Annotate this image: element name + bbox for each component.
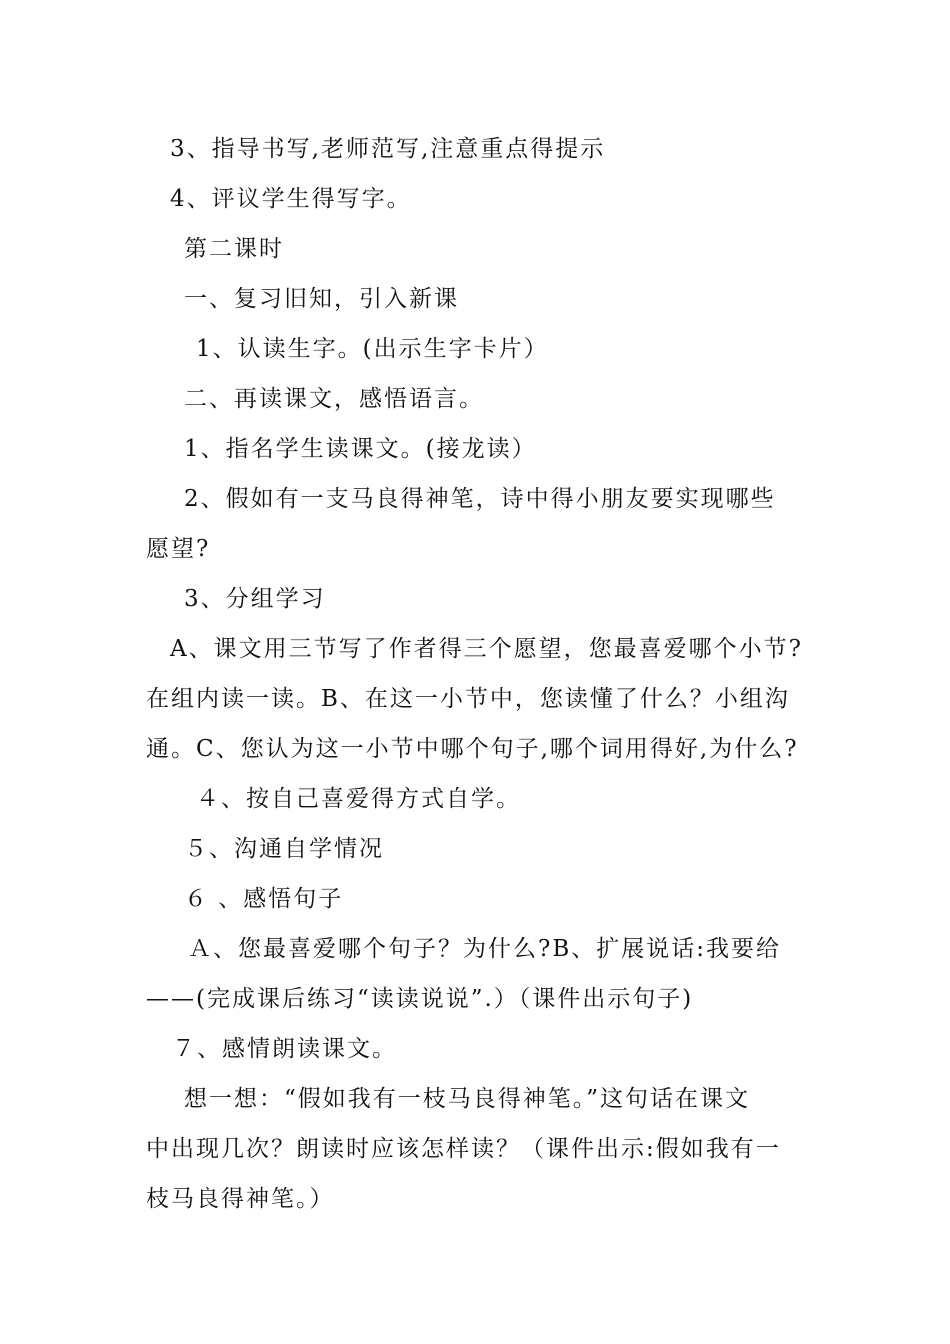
text-line: 1、指名学生读课文。(接龙读） (184, 436, 537, 462)
text-line: 想一想：“假如我有一枝马良得神笔。”这句话在课文 (184, 1086, 751, 1112)
text-line: 中出现几次？朗读时应该怎样读？（课件出示:假如我有一 (146, 1136, 781, 1162)
text-line: 二、再读课文，感悟语言。 (184, 386, 484, 412)
text-line: ４、按自己喜爱得方式自学。 (196, 786, 521, 812)
text-line: 3、分组学习 (184, 586, 326, 612)
text-line: 3、指导书写,老师范写,注意重点得提示 (170, 136, 606, 162)
text-line: 2、假如有一支马良得神笔，诗中得小朋友要实现哪些 (184, 486, 776, 512)
text-line: ６ 、感悟句子 (184, 886, 344, 912)
text-line: Ａ、您最喜爱哪个句子？为什么?B、扩展说话:我要给 (188, 936, 781, 962)
section-heading: 第二课时 (184, 236, 284, 262)
text-line: A、课文用三节写了作者得三个愿望，您最喜爱哪个小节? (170, 636, 803, 662)
text-line: ７、感情朗读课文。 (172, 1036, 397, 1062)
text-line: 一、复习旧知，引入新课 (184, 286, 459, 312)
text-line: 1、认读生字。(出示生字卡片） (196, 336, 549, 362)
text-line: ——(完成课后练习“读读说说”.）（课件出示句子) (146, 986, 694, 1012)
text-line: 愿望? (146, 536, 211, 562)
text-line: 在组内读一读。B、在这一小节中，您读懂了什么？小组沟 (146, 686, 790, 712)
text-line: ５、沟通自学情况 (184, 836, 384, 862)
text-line: 通。C、您认为这一小节中哪个句子,哪个词用得好,为什么? (146, 736, 799, 762)
text-line: 4、评议学生得写字。 (170, 186, 412, 212)
text-line: 枝马良得神笔。） (146, 1186, 335, 1212)
